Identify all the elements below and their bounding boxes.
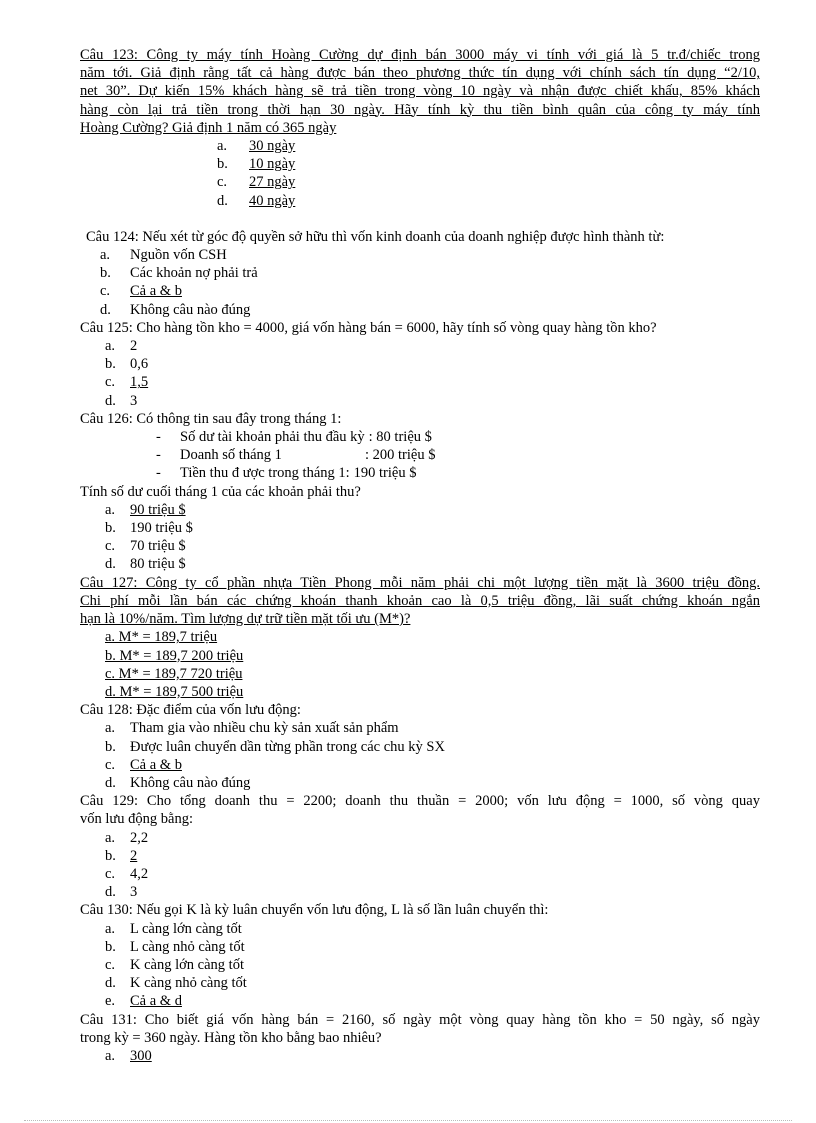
question-129 (80, 792, 760, 901)
answer-option: a. 2 (105, 338, 138, 355)
question-text-line: Hoàng Cường? Giả định 1 năm có 365 ngày (80, 119, 337, 136)
answer-option: b. Các khoản nợ phải trả (100, 265, 258, 282)
page-bottom-divider (24, 1120, 792, 1121)
answer-option: a. 300 (105, 1047, 152, 1064)
answer-option: d. Không câu nào đúng (105, 774, 251, 791)
question-text-line: Câu 131: Cho biết giá vốn hàng bán = 2160, số ngày một vòng quay hàng tồn kho = 50 ngày, số ngày (80, 1011, 760, 1028)
answer-option: d. 3 (105, 392, 138, 409)
question-text: Câu 126: Có thông tin sau đây trong tháng 1: (80, 410, 342, 427)
question-text-line: năm tới. Giả định rằng tất cả hàng được bán theo phương thức tín dụng với chính sách tín dụng “2/10, (80, 65, 760, 82)
answer-option: c. 4,2 (105, 865, 149, 882)
answer-option: d. M* = 189,7 500 triệu (105, 683, 244, 700)
answer-option: c. Cả a & b (105, 756, 182, 773)
answer-option: b. 10 ngày (217, 156, 296, 173)
question-text: Câu 124: Nếu xét từ góc độ quyền sở hữu thì vốn kinh doanh của doanh nghiệp được hình thành từ: (86, 228, 665, 245)
question-text-line: Chi phí mỗi lần bán các chứng khoán thanh khoản cao là 0,5 triệu đồng, lãi suất chứng khoán ngắn (80, 592, 760, 609)
document-page (80, 46, 760, 1065)
answer-option: e. Cả a & d (105, 993, 182, 1010)
answer-option: d. 40 ngày (217, 192, 296, 209)
answer-option: c. Cả a & b (100, 283, 182, 300)
answer-option: a. Nguồn vốn CSH (100, 247, 227, 264)
answer-option: a. Tham gia vào nhiều chu kỳ sản xuất sản phẩm (105, 720, 399, 737)
question-text-line: Câu 127: Công ty cổ phần nhựa Tiền Phong mỗi năm phải chi một lượng tiền mặt là 3600 triệu đồng. (80, 574, 760, 591)
answer-option: b. 0,6 (105, 356, 149, 373)
answer-option: b. L càng nhỏ càng tốt (105, 938, 245, 955)
question-text-line: trong kỳ = 360 ngày. Hàng tồn kho bằng bao nhiêu? (80, 1029, 382, 1046)
question-text-line: net 30”. Dự kiến 15% khách hàng sẽ trả tiền trong vòng 10 ngày và nhận được chiết khấu, 85% khách (80, 83, 760, 100)
answer-option: c. 70 triệu $ (105, 538, 186, 555)
question-127 (80, 574, 760, 701)
answer-option: b. Được luân chuyển dần từng phần trong các chu kỳ SX (105, 738, 445, 755)
question-text-line: Câu 129: Cho tổng doanh thu = 2200; doanh thu thuần = 2000; vốn lưu động = 1000, số vòng quay (80, 793, 760, 810)
question-text-line: hạn là 10%/năm. Tìm lượng dự trữ tiền mặt tối ưu (M*)? (80, 611, 411, 628)
question-text-line: hàng còn lại trả tiền trong thời hạn 30 ngày. Hãy tính kỳ thu tiền bình quân của công ty máy tính (80, 101, 760, 118)
answer-option: d. 3 (105, 884, 138, 901)
answer-option: a. 30 ngày (217, 138, 296, 155)
answer-option: b. 190 triệu $ (105, 520, 193, 537)
answer-option: b. 2 (105, 847, 138, 864)
question-text-line: vốn lưu động bằng: (80, 811, 193, 828)
question-text: Câu 125: Cho hàng tồn kho = 4000, giá vốn hàng bán = 6000, hãy tính số vòng quay hàng tồn kho? (80, 319, 657, 336)
question-126 (80, 410, 760, 574)
answer-option: c. K càng lớn càng tốt (105, 956, 244, 973)
info-bullet: - Tiền thu đ ược trong tháng 1: 190 triệu $ (156, 465, 417, 482)
answer-option: a. M* = 189,7 triệu (105, 629, 218, 646)
question-text: Câu 130: Nếu gọi K là kỳ luân chuyển vốn lưu động, L là số lần luân chuyển thì: (80, 902, 549, 919)
answer-option: b. M* = 189,7 200 triệu (105, 647, 244, 664)
question-131 (80, 1011, 760, 1066)
answer-option: a. 90 triệu $ (105, 501, 186, 518)
answer-option: a. 2,2 (105, 829, 149, 846)
question-123 (80, 46, 760, 210)
question-125 (80, 319, 760, 410)
answer-option: d. K càng nhỏ càng tốt (105, 975, 247, 992)
answer-option: d. 80 triệu $ (105, 556, 186, 573)
question-130 (80, 901, 760, 1010)
question-text-line: Câu 123: Công ty máy tính Hoàng Cường dự định bán 3000 máy vi tính với giá là 5 tr.đ/chiếc trong (80, 47, 760, 63)
answer-option: a. L càng lớn càng tốt (105, 920, 242, 937)
info-bullet: - Doanh số tháng 1 : 200 triệu $ (156, 447, 436, 464)
answer-option: d. Không câu nào đúng (100, 301, 251, 318)
question-ask: Tính số dư cuối tháng 1 của các khoản phải thu? (80, 483, 361, 500)
answer-option: c. 1,5 (105, 374, 149, 391)
question-124 (80, 228, 760, 319)
question-text: Câu 128: Đặc điểm của vốn lưu động: (80, 702, 301, 719)
question-128 (80, 701, 760, 792)
info-bullet: - Số dư tài khoản phải thu đầu kỳ : 80 triệu $ (156, 429, 432, 446)
answer-option: c. M* = 189,7 720 triệu (105, 665, 243, 682)
answer-option: c. 27 ngày (217, 174, 296, 191)
